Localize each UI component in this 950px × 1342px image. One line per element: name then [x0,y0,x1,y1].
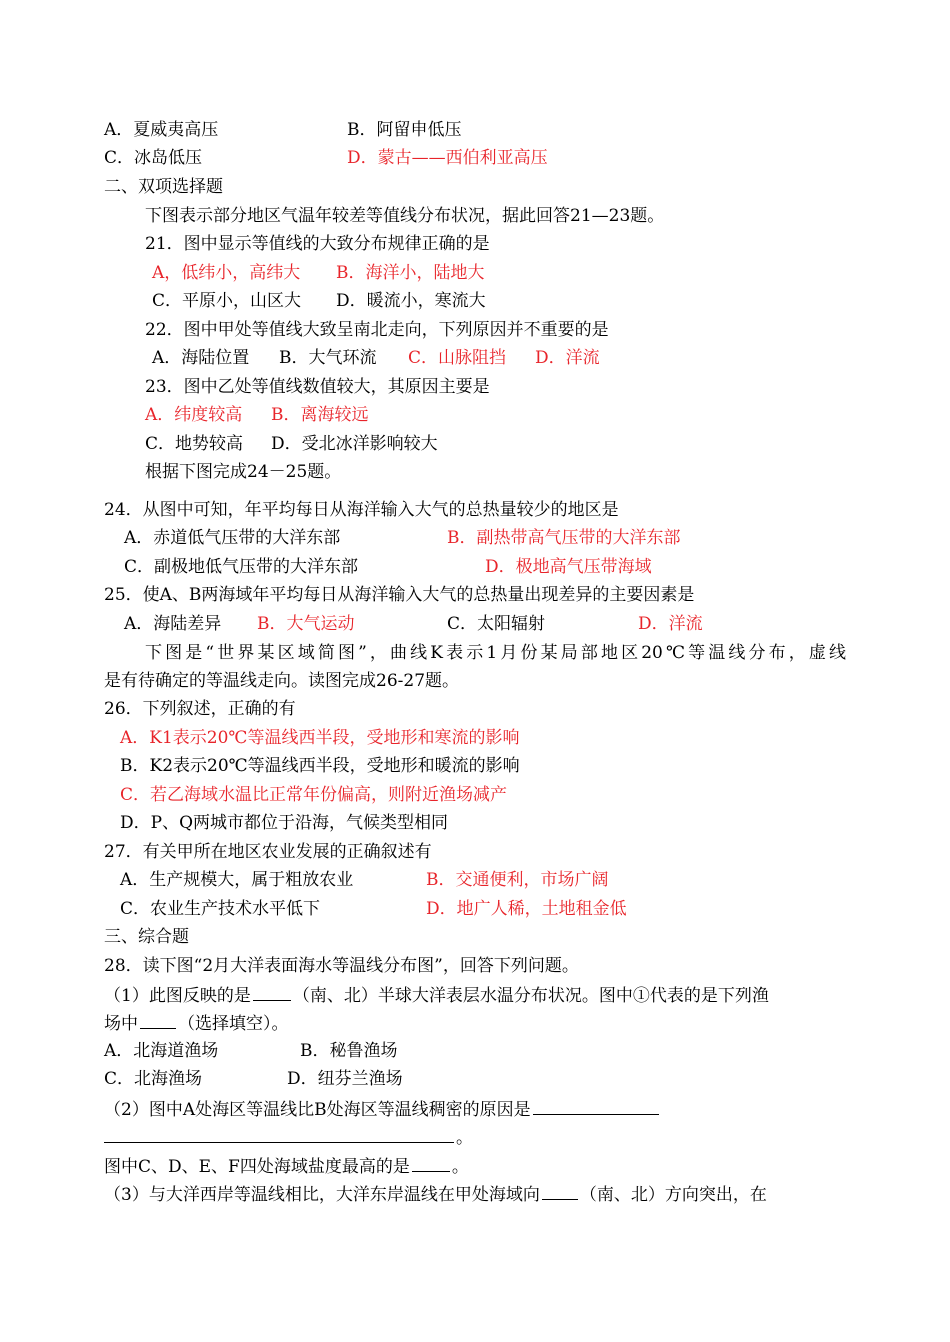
q24-option-c: C．副极地低气压带的大洋东部 [124,557,359,577]
q28-part1-text-d: （选择填空）。 [178,1014,289,1034]
q27-option-d: D．地广人稀，土地租金低 [426,899,627,919]
q28-part1-text-a: （1）此图反映的是 [104,986,251,1006]
q28-part2-line1 [104,1097,661,1121]
q20-option-a: A．夏威夷高压 [104,120,219,140]
q27-option-c: C．农业生产技术水平低下 [120,899,321,919]
q21-option-a: A，低纬小，高纬大 [152,263,301,283]
intro-21-23: 下图表示部分地区气温年较差等值线分布状况，据此回答21—23题。 [145,206,665,226]
q28-blank-fishery[interactable] [140,1011,176,1029]
q25-stem: 25．使A、B两海域年平均每日从海洋输入大气的总热量出现差异的主要因素是 [104,585,695,605]
intro-24-25: 根据下图完成24－25题。 [145,462,342,482]
q26-option-a: A．K1表示20℃等温线西半段，受地形和寒流的影响 [120,728,520,748]
q22-option-b: B．大气环流 [279,348,377,368]
q24-option-a: A．赤道低气压带的大洋东部 [124,528,341,548]
q28-part2-text-c: 图中C、D、E、F四处海域盐度最高的是 [104,1157,410,1177]
q25-option-b: B．大气运动 [257,614,355,634]
q28-option-a: A．北海道渔场 [104,1041,219,1061]
intro-26-27-line2: 是有待确定的等温线走向。读图完成26-27题。 [104,671,460,691]
q28-stem: 28．读下图“2月大洋表面海水等温线分布图”，回答下列问题。 [104,956,579,976]
q20-option-b: B．阿留申低压 [347,120,462,140]
q27-stem: 27．有关甲所在地区农业发展的正确叙述有 [104,842,432,862]
q21-stem: 21．图中显示等值线的大致分布规律正确的是 [145,234,490,254]
q23-option-b: B．离海较远 [271,405,369,425]
q28-option-c: C．北海渔场 [104,1069,203,1089]
q22-option-a: A．海陆位置 [152,348,250,368]
q26-stem: 26．下列叙述，正确的有 [104,699,296,719]
q28-part3-text-a: （3）与大洋西岸等温线相比，大洋东岸温线在甲处海域向 [104,1185,540,1205]
q24-option-d: D．极地高气压带海域 [485,557,652,577]
q21-option-c: C．平原小，山区大 [152,291,302,311]
q26-option-b: B．K2表示20℃等温线西半段，受地形和暖流的影响 [120,756,520,776]
q28-part1-line2 [104,1011,289,1035]
q26-option-c: C．若乙海域水温比正常年份偏高，则附近渔场减产 [120,785,508,805]
q28-option-b: B．秘鲁渔场 [300,1041,398,1061]
q24-stem: 24．从图中可知，年平均每日从海洋输入大气的总热量较少的地区是 [104,500,619,520]
q26-option-d: D．P、Q两城市都位于沿海，气候类型相同 [120,813,449,833]
q28-part1-text-b: （南、北）半球大洋表层水温分布状况。图中①代表的是下列渔 [292,986,769,1006]
q28-part2-text-a: （2）图中A处海区等温线比B处海区等温线稠密的原因是 [104,1100,531,1120]
q23-stem: 23．图中乙处等值线数值较大，其原因主要是 [145,377,490,397]
q25-option-a: A．海陆差异 [124,614,222,634]
q21-option-b: B．海洋小，陆地大 [336,263,485,283]
q28-blank-hemisphere[interactable] [253,983,291,1001]
q28-part2-line3 [104,1154,469,1178]
q22-option-d: D．洋流 [535,348,600,368]
q23-option-c: C．地势较高 [145,434,244,454]
q28-blank-salinity[interactable] [412,1154,450,1172]
q28-part3-line1 [104,1182,846,1206]
section-2-heading: 二、双项选择题 [104,177,223,197]
q28-part2-end: 。 [456,1128,473,1148]
q20-option-d: D．蒙古——西伯利亚高压 [347,148,548,168]
q28-blank-reason-1[interactable] [533,1097,659,1115]
q27-option-a: A．生产规模大，属于粗放农业 [120,870,354,890]
q28-blank-reason-2[interactable] [104,1125,454,1143]
q25-option-d: D．洋流 [638,614,703,634]
q28-blank-direction[interactable] [542,1182,578,1200]
q24-option-b: B．副热带高气压带的大洋东部 [447,528,681,548]
q27-option-b: B．交通便利，市场广阔 [426,870,609,890]
q28-part2-line2 [104,1125,473,1149]
q20-option-c: C．冰岛低压 [104,148,203,168]
q28-part3-text-b: （南、北）方向突出，在 [579,1185,767,1205]
intro-26-27-line1: 下图是“世界某区域简图”，曲线K表示1月份某局部地区20℃等温线分布，虚线 [145,643,846,663]
q23-option-a: A．纬度较高 [145,405,243,425]
q28-part1-text-c: 场中 [104,1014,138,1034]
section-3-heading: 三、综合题 [104,927,189,947]
q23-option-d: D．受北冰洋影响较大 [271,434,438,454]
q28-option-d: D．纽芬兰渔场 [287,1069,403,1089]
q22-option-c: C．山脉阻挡 [408,348,507,368]
q21-option-d: D．暖流小，寒流大 [336,291,486,311]
q25-option-c: C．太阳辐射 [447,614,546,634]
q28-part2-text-d: 。 [451,1157,469,1177]
q22-stem: 22．图中甲处等值线大致呈南北走向，下列原因并不重要的是 [145,320,609,340]
q28-part1-line1 [104,983,846,1007]
